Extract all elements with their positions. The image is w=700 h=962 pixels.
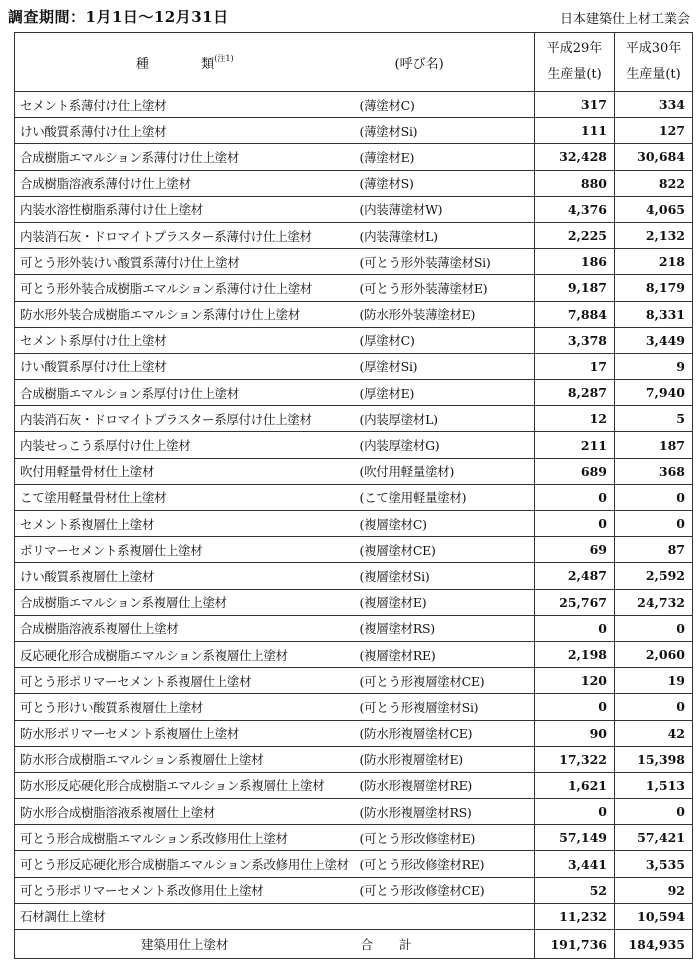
- row-h30: 3,449: [615, 327, 693, 353]
- row-kind: 合成樹脂エマルション系複層仕上塗材: [15, 589, 355, 615]
- row-name: (可とう形複層塗材CE): [355, 668, 535, 694]
- row-kind: 内装消石灰・ドロマイトプラスター系薄付け仕上塗材: [15, 222, 355, 248]
- row-name: [355, 903, 535, 929]
- row-h29: 2,225: [535, 222, 615, 248]
- row-h30: 19: [615, 668, 693, 694]
- row-kind: 可とう形外装合成樹脂エマルション系薄付け仕上塗材: [15, 275, 355, 301]
- row-h30: 8,179: [615, 275, 693, 301]
- row-kind: 合成樹脂溶液系複層仕上塗材: [15, 615, 355, 641]
- row-h30: 822: [615, 170, 693, 196]
- row-name: (可とう形複層塗材Si): [355, 694, 535, 720]
- row-h29: 8,287: [535, 380, 615, 406]
- row-h29: 211: [535, 432, 615, 458]
- row-name: (薄塗材C): [355, 92, 535, 118]
- row-h29: 0: [535, 484, 615, 510]
- row-kind: 可とう形けい酸質系複層仕上塗材: [15, 694, 355, 720]
- row-h30: 9: [615, 353, 693, 379]
- table-row: [15, 301, 693, 327]
- row-h30: 0: [615, 694, 693, 720]
- row-kind: 石材調仕上塗材: [15, 903, 355, 929]
- row-h30: 87: [615, 537, 693, 563]
- survey-period: 調査期間：1月1日～12月31日: [8, 8, 229, 26]
- table-row: [15, 196, 693, 222]
- row-name: (可とう形改修塗材E): [355, 825, 535, 851]
- row-kind: 可とう形ポリマーセメント系改修用仕上塗材: [15, 877, 355, 903]
- table-body: [15, 92, 693, 930]
- row-h30: 8,331: [615, 301, 693, 327]
- row-h29: 0: [535, 694, 615, 720]
- row-h29: 317: [535, 92, 615, 118]
- row-h30: 218: [615, 249, 693, 275]
- header-kind: [15, 33, 355, 92]
- row-kind: 可とう形ポリマーセメント系複層仕上塗材: [15, 668, 355, 694]
- row-kind: 合成樹脂エマルション系薄付け仕上塗材: [15, 144, 355, 170]
- table-row: [15, 615, 693, 641]
- row-h29: 0: [535, 799, 615, 825]
- row-name: (内装厚塗材L): [355, 406, 535, 432]
- row-h29: 689: [535, 458, 615, 484]
- production-table: [14, 32, 693, 959]
- total-row: [15, 930, 693, 959]
- row-h30: 3,535: [615, 851, 693, 877]
- header-kind-note: (注1): [214, 53, 234, 63]
- table-row: [15, 484, 693, 510]
- table-row: [15, 694, 693, 720]
- row-h29: 120: [535, 668, 615, 694]
- row-h29: 0: [535, 511, 615, 537]
- row-kind: 合成樹脂溶液系薄付け仕上塗材: [15, 170, 355, 196]
- row-h29: 52: [535, 877, 615, 903]
- row-kind: 内装消石灰・ドロマイトプラスター系厚付け仕上塗材: [15, 406, 355, 432]
- table-row: [15, 537, 693, 563]
- row-name: (可とう形外装薄塗材Si): [355, 249, 535, 275]
- row-h30: 1,513: [615, 772, 693, 798]
- table-row: [15, 825, 693, 851]
- row-h30: 368: [615, 458, 693, 484]
- row-name: (こて塗用軽量塗材): [355, 484, 535, 510]
- row-h29: 2,198: [535, 641, 615, 667]
- row-h30: 0: [615, 615, 693, 641]
- row-h29: 32,428: [535, 144, 615, 170]
- page-header: [8, 6, 692, 28]
- table-row: [15, 222, 693, 248]
- table-row: [15, 511, 693, 537]
- row-h29: 57,149: [535, 825, 615, 851]
- row-name: (内装薄塗材W): [355, 196, 535, 222]
- row-h29: 11,232: [535, 903, 615, 929]
- row-name: (内装薄塗材L): [355, 222, 535, 248]
- row-name: (内装厚塗材G): [355, 432, 535, 458]
- row-kind: 防水形ポリマーセメント系複層仕上塗材: [15, 720, 355, 746]
- table-row: [15, 118, 693, 144]
- total-h29: 191,736: [535, 930, 615, 959]
- table-row: [15, 406, 693, 432]
- table-row: [15, 380, 693, 406]
- row-h30: 57,421: [615, 825, 693, 851]
- header-h30-line1: 平成30年: [625, 41, 682, 56]
- row-h30: 0: [615, 484, 693, 510]
- row-h30: 2,592: [615, 563, 693, 589]
- row-h30: 10,594: [615, 903, 693, 929]
- row-kind: 防水形外装合成樹脂エマルション系薄付け仕上塗材: [15, 301, 355, 327]
- total-h30: 184,935: [615, 930, 693, 959]
- row-kind: 防水形合成樹脂エマルション系複層仕上塗材: [15, 746, 355, 772]
- row-h29: 17: [535, 353, 615, 379]
- row-kind: 合成樹脂エマルション系厚付け仕上塗材: [15, 380, 355, 406]
- row-name: (複層塗材C): [355, 511, 535, 537]
- header-kind-b: 類: [201, 56, 215, 72]
- table-row: [15, 92, 693, 118]
- row-kind: セメント系薄付け仕上塗材: [15, 92, 355, 118]
- row-h30: 30,684: [615, 144, 693, 170]
- row-kind: 反応硬化形合成樹脂エマルション系複層仕上塗材: [15, 641, 355, 667]
- row-h29: 90: [535, 720, 615, 746]
- row-kind: ポリマーセメント系複層仕上塗材: [15, 537, 355, 563]
- table-row: [15, 144, 693, 170]
- row-name: (複層塗材CE): [355, 537, 535, 563]
- table-row: [15, 353, 693, 379]
- row-h29: 25,767: [535, 589, 615, 615]
- row-name: (複層塗材E): [355, 589, 535, 615]
- row-name: (可とう形改修塗材RE): [355, 851, 535, 877]
- row-h29: 1,621: [535, 772, 615, 798]
- row-h30: 15,398: [615, 746, 693, 772]
- row-name: (薄塗材Si): [355, 118, 535, 144]
- row-kind: 防水形合成樹脂溶液系複層仕上塗材: [15, 799, 355, 825]
- table-row: [15, 641, 693, 667]
- header-name: (呼び名): [355, 33, 535, 92]
- organization-name: 日本建築仕上材工業会: [559, 12, 690, 27]
- row-h30: 2,132: [615, 222, 693, 248]
- row-kind: 内装水溶性樹脂系薄付け仕上塗材: [15, 196, 355, 222]
- row-name: (防水形複層塗材CE): [355, 720, 535, 746]
- row-h29: 4,376: [535, 196, 615, 222]
- row-kind: 可とう形合成樹脂エマルション系改修用仕上塗材: [15, 825, 355, 851]
- total-label: 建築用仕上塗材: [15, 930, 355, 959]
- row-h30: 0: [615, 799, 693, 825]
- table-row: [15, 249, 693, 275]
- row-kind: こて塗用軽量骨材仕上塗材: [15, 484, 355, 510]
- row-name: (可とう形改修塗材CE): [355, 877, 535, 903]
- row-h29: 880: [535, 170, 615, 196]
- table-row: [15, 170, 693, 196]
- row-kind: けい酸質系薄付け仕上塗材: [15, 118, 355, 144]
- row-h29: 17,322: [535, 746, 615, 772]
- table-row: [15, 327, 693, 353]
- row-h30: 334: [615, 92, 693, 118]
- row-kind: けい酸質系厚付け仕上塗材: [15, 353, 355, 379]
- row-h29: 0: [535, 615, 615, 641]
- table-row: [15, 563, 693, 589]
- row-name: (複層塗材Si): [355, 563, 535, 589]
- row-h29: 7,884: [535, 301, 615, 327]
- row-name: (複層塗材RE): [355, 641, 535, 667]
- row-kind: セメント系複層仕上塗材: [15, 511, 355, 537]
- row-name: (可とう形外装薄塗材E): [355, 275, 535, 301]
- total-name: 合計: [355, 930, 535, 959]
- table-row: [15, 772, 693, 798]
- row-kind: 吹付用軽量骨材仕上塗材: [15, 458, 355, 484]
- table-row: [15, 275, 693, 301]
- row-h29: 3,378: [535, 327, 615, 353]
- row-name: (防水形複層塗材E): [355, 746, 535, 772]
- row-h30: 5: [615, 406, 693, 432]
- table-row: [15, 851, 693, 877]
- row-h30: 127: [615, 118, 693, 144]
- row-name: (厚塗材Si): [355, 353, 535, 379]
- table-row: [15, 877, 693, 903]
- row-h29: 3,441: [535, 851, 615, 877]
- header-year-h29: [535, 33, 615, 92]
- row-kind: セメント系厚付け仕上塗材: [15, 327, 355, 353]
- row-h30: 92: [615, 877, 693, 903]
- row-h29: 2,487: [535, 563, 615, 589]
- table-row: [15, 589, 693, 615]
- row-name: (防水形外装薄塗材E): [355, 301, 535, 327]
- row-h30: 7,940: [615, 380, 693, 406]
- row-h30: 24,732: [615, 589, 693, 615]
- header-h29-line2: 生産量(t): [547, 67, 602, 82]
- row-h29: 69: [535, 537, 615, 563]
- row-kind: 防水形反応硬化形合成樹脂エマルション系複層仕上塗材: [15, 772, 355, 798]
- table-row: [15, 720, 693, 746]
- row-h30: 2,060: [615, 641, 693, 667]
- table-row: [15, 668, 693, 694]
- table-row: [15, 432, 693, 458]
- row-h30: 42: [615, 720, 693, 746]
- row-name: (防水形複層塗材RE): [355, 772, 535, 798]
- header-h29-line1: 平成29年: [546, 41, 603, 56]
- row-name: (薄塗材E): [355, 144, 535, 170]
- row-h29: 111: [535, 118, 615, 144]
- row-h29: 12: [535, 406, 615, 432]
- row-h29: 186: [535, 249, 615, 275]
- row-name: (複層塗材RS): [355, 615, 535, 641]
- row-kind: 内装せっこう系厚付け仕上塗材: [15, 432, 355, 458]
- table-header-row: [15, 33, 693, 92]
- header-kind-a: 種: [135, 56, 149, 72]
- row-name: (防水形複層塗材RS): [355, 799, 535, 825]
- table-row: [15, 746, 693, 772]
- row-h30: 187: [615, 432, 693, 458]
- header-h30-line2: 生産量(t): [626, 67, 681, 82]
- row-h29: 9,187: [535, 275, 615, 301]
- row-h30: 4,065: [615, 196, 693, 222]
- row-kind: 可とう形反応硬化形合成樹脂エマルション系改修用仕上塗材: [15, 851, 355, 877]
- row-name: (厚塗材C): [355, 327, 535, 353]
- table-row: [15, 799, 693, 825]
- row-h30: 0: [615, 511, 693, 537]
- table-row: [15, 458, 693, 484]
- row-name: (薄塗材S): [355, 170, 535, 196]
- row-kind: 可とう形外装けい酸質系薄付け仕上塗材: [15, 249, 355, 275]
- header-year-h30: [615, 33, 693, 92]
- row-kind: けい酸質系複層仕上塗材: [15, 563, 355, 589]
- row-name: (厚塗材E): [355, 380, 535, 406]
- row-name: (吹付用軽量塗材): [355, 458, 535, 484]
- table-row: [15, 903, 693, 929]
